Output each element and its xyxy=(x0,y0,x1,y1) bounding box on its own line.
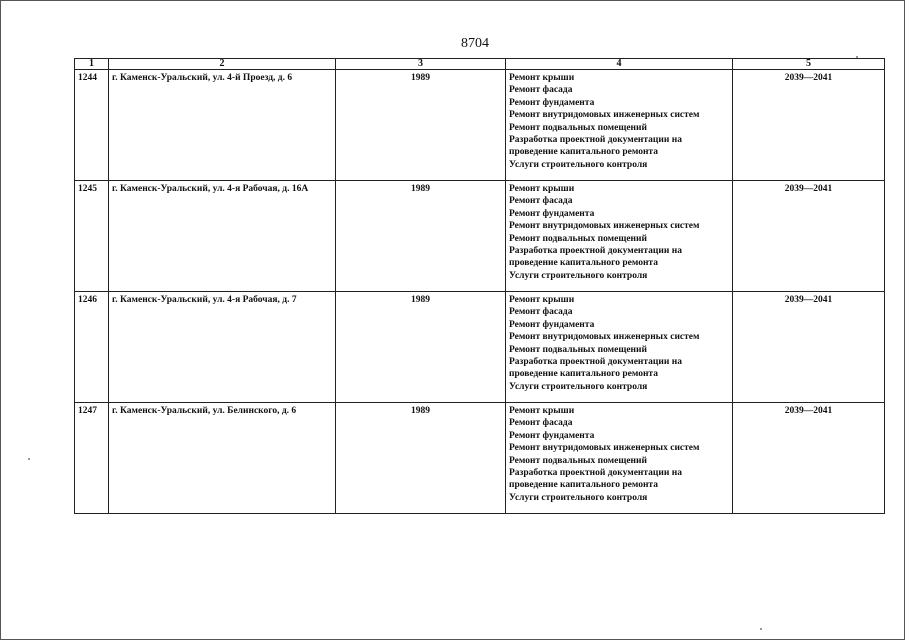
work-item: Ремонт внутридомовых инженерных систем xyxy=(509,221,700,232)
work-item: Ремонт фасада xyxy=(509,85,573,96)
row-address: г. Каменск-Уральский, ул. 4-я Рабочая, д. 16А xyxy=(109,181,336,292)
row-works xyxy=(506,403,733,514)
header-col-1: 1 xyxy=(75,59,109,70)
row-year: 1989 xyxy=(336,292,506,403)
row-period: 2039—2041 xyxy=(733,292,885,403)
work-item: Ремонт фасада xyxy=(509,196,573,207)
row-address: г. Каменск-Уральский, ул. 4-я Рабочая, д. 7 xyxy=(109,292,336,403)
work-item: Разработка проектной документации на xyxy=(509,357,682,368)
row-year: 1989 xyxy=(336,70,506,181)
row-works xyxy=(506,292,733,403)
work-item: Услуги строительного контроля xyxy=(509,159,648,170)
work-item: Ремонт подвальных помещений xyxy=(509,122,647,133)
work-item: проведение капитального ремонта xyxy=(509,369,658,380)
work-item: Ремонт фасада xyxy=(509,418,573,429)
work-item: Ремонт крыши xyxy=(509,73,575,83)
work-item: Ремонт подвальных помещений xyxy=(509,233,647,244)
work-item: Ремонт фасада xyxy=(509,307,573,318)
row-year: 1989 xyxy=(336,181,506,292)
header-row xyxy=(75,59,885,70)
work-item: Ремонт внутридомовых инженерных систем xyxy=(509,443,700,454)
row-works xyxy=(506,70,733,181)
table-row xyxy=(75,292,885,403)
table-row xyxy=(75,403,885,514)
work-item: проведение капитального ремонта xyxy=(509,258,658,269)
work-item: Разработка проектной документации на xyxy=(509,246,682,257)
row-period: 2039—2041 xyxy=(733,70,885,181)
header-col-4: 4 xyxy=(506,59,733,70)
row-year: 1989 xyxy=(336,403,506,514)
work-item: Услуги строительного контроля xyxy=(509,381,648,392)
page-number: 8704 xyxy=(461,36,489,51)
work-item: Услуги строительного контроля xyxy=(509,492,648,503)
row-number: 1247 xyxy=(75,403,109,514)
row-period: 2039—2041 xyxy=(733,181,885,292)
header-col-3: 3 xyxy=(336,59,506,70)
row-number: 1244 xyxy=(75,70,109,181)
work-item: проведение капитального ремонта xyxy=(509,147,658,158)
table-row xyxy=(75,181,885,292)
scan-speck xyxy=(28,458,30,460)
work-item: Ремонт крыши xyxy=(509,406,575,416)
row-works xyxy=(506,181,733,292)
work-item: Ремонт подвальных помещений xyxy=(509,455,647,466)
row-address: г. Каменск-Уральский, ул. 4-й Проезд, д. 6 xyxy=(109,70,336,181)
row-address: г. Каменск-Уральский, ул. Белинского, д. 6 xyxy=(109,403,336,514)
work-item: Ремонт внутридомовых инженерных систем xyxy=(509,332,700,343)
work-item: Ремонт фундамента xyxy=(509,97,595,108)
scan-speck xyxy=(856,56,858,58)
row-number: 1245 xyxy=(75,181,109,292)
table-row xyxy=(75,70,885,181)
work-item: проведение капитального ремонта xyxy=(509,480,658,491)
row-number: 1246 xyxy=(75,292,109,403)
work-item: Ремонт подвальных помещений xyxy=(509,344,647,355)
repair-schedule-table xyxy=(74,58,885,514)
work-item: Разработка проектной документации на xyxy=(509,135,682,146)
header-col-5: 5 xyxy=(733,59,885,70)
row-period: 2039—2041 xyxy=(733,403,885,514)
work-item: Услуги строительного контроля xyxy=(509,270,648,281)
scan-speck xyxy=(760,628,762,630)
header-col-2: 2 xyxy=(109,59,336,70)
work-item: Ремонт фундамента xyxy=(509,430,595,441)
work-item: Ремонт крыши xyxy=(509,184,575,194)
work-item: Разработка проектной документации на xyxy=(509,468,682,479)
work-item: Ремонт крыши xyxy=(509,295,575,305)
work-item: Ремонт фундамента xyxy=(509,319,595,330)
work-item: Ремонт внутридомовых инженерных систем xyxy=(509,110,700,121)
work-item: Ремонт фундамента xyxy=(509,208,595,219)
